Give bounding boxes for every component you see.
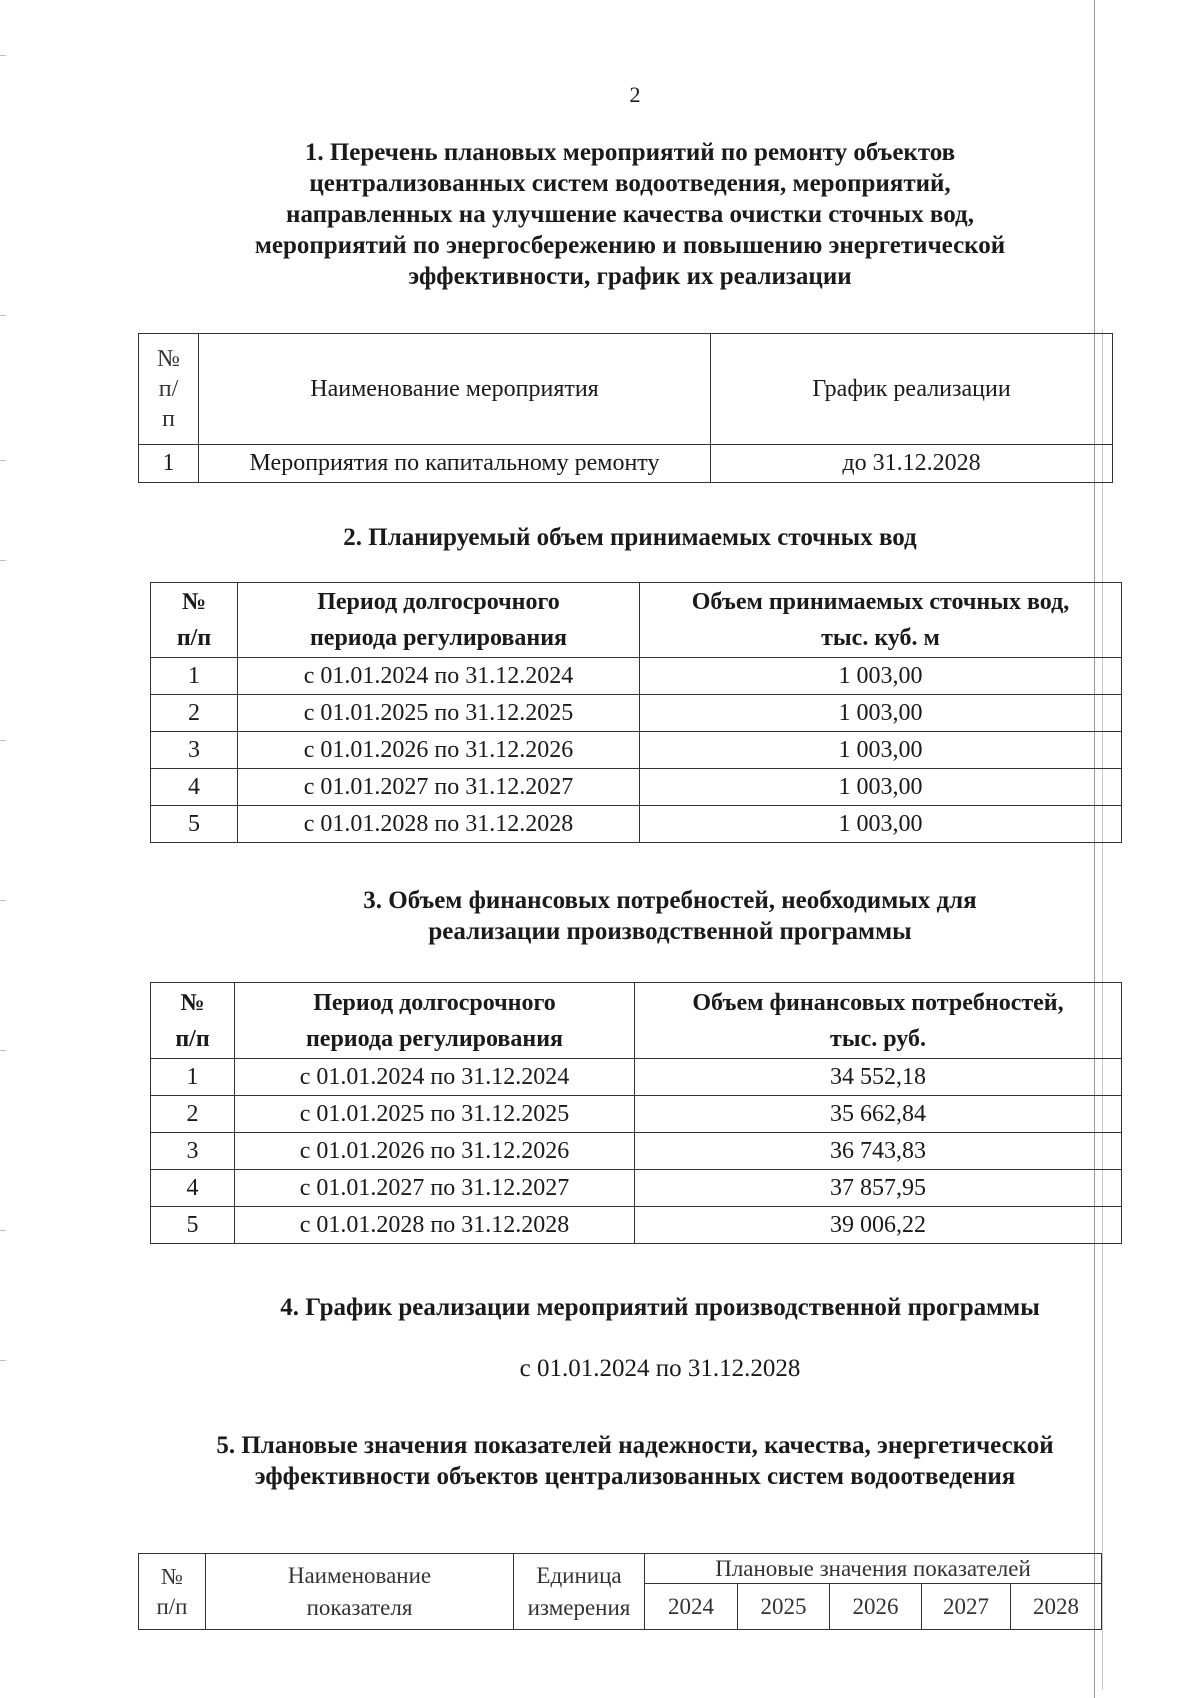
table-row	[151, 732, 1122, 769]
cell-schedule: до 31.12.2028	[711, 445, 1113, 483]
cell-period: с 01.01.2025 по 31.12.2025	[235, 1096, 635, 1133]
header-period	[235, 983, 635, 1059]
header-unit-line: измерения	[527, 1594, 631, 1620]
cell-period: с 01.01.2026 по 31.12.2026	[238, 732, 640, 769]
cell-num: 1	[151, 1059, 235, 1096]
header-num	[151, 583, 238, 658]
cell-volume: 1 003,00	[640, 658, 1122, 695]
cell-num: 3	[151, 1133, 235, 1170]
header-year: 2025	[738, 1584, 830, 1630]
header-period-line: периода регулирования	[305, 1025, 564, 1052]
header-schedule: График реализации	[711, 334, 1113, 445]
cell-volume: 1 003,00	[640, 732, 1122, 769]
cell-amount: 36 743,83	[635, 1133, 1122, 1170]
header-indicator-line: Наименование	[287, 1562, 432, 1588]
header-financial	[635, 983, 1122, 1059]
cell-num: 5	[151, 806, 238, 843]
table-header-row	[151, 583, 1122, 658]
header-financial-line: тыс. руб.	[830, 1025, 926, 1052]
section4-period: с 01.01.2024 по 31.12.2028	[519, 1355, 801, 1382]
header-year: 2028	[1011, 1584, 1102, 1630]
cell-num: 4	[151, 769, 238, 806]
table-measures	[138, 333, 1113, 483]
cell-amount: 39 006,22	[635, 1207, 1122, 1244]
cell-volume: 1 003,00	[640, 806, 1122, 843]
table-row	[139, 445, 1113, 483]
header-period-line: Период долгосрочного	[317, 589, 560, 615]
header-num-line: №	[161, 1563, 183, 1589]
header-period-line: периода регулирования	[309, 625, 568, 651]
cell-period: с 01.01.2024 по 31.12.2024	[238, 658, 640, 695]
table-row	[151, 1059, 1122, 1096]
section5-title	[150, 1430, 1120, 1492]
header-num-line: п/п	[175, 1025, 210, 1052]
table-indicators	[138, 1553, 1102, 1630]
header-period-line: Период долгосрочного	[313, 989, 556, 1016]
header-num-line: №	[157, 346, 180, 372]
cell-volume: 1 003,00	[640, 695, 1122, 732]
section1-title-line: мероприятий по энергосбережению и повышению энергетической	[254, 232, 1006, 259]
header-indicator-name	[206, 1554, 514, 1630]
table-row	[151, 1207, 1122, 1244]
header-unit-line: Единица	[536, 1562, 622, 1588]
cell-name: Мероприятия по капитальному ремонту	[199, 445, 711, 483]
header-num	[151, 983, 235, 1059]
cell-num: 4	[151, 1170, 235, 1207]
header-num	[139, 334, 199, 445]
table-header-row	[139, 1554, 1102, 1584]
cell-period: с 01.01.2027 по 31.12.2027	[238, 769, 640, 806]
header-num	[139, 1554, 206, 1630]
section5-title-line: 5. Плановые значения показателей надежности, качества, энергетической	[216, 1432, 1054, 1459]
table-row	[151, 1096, 1122, 1133]
header-year: 2027	[922, 1584, 1011, 1630]
page-number: 2	[629, 82, 641, 107]
cell-period: с 01.01.2025 по 31.12.2025	[238, 695, 640, 732]
header-financial-line: Объем финансовых потребностей,	[692, 989, 1064, 1016]
cell-num: 2	[151, 1096, 235, 1133]
table-row	[151, 1170, 1122, 1207]
cell-num: 2	[151, 695, 238, 732]
table-header-row	[139, 334, 1113, 445]
header-volume	[640, 583, 1122, 658]
cell-num: 3	[151, 732, 238, 769]
cell-volume: 1 003,00	[640, 769, 1122, 806]
header-num-line: №	[180, 989, 205, 1016]
section3-title	[220, 885, 1120, 947]
header-num-line: п	[162, 406, 175, 432]
cell-amount: 37 857,95	[635, 1170, 1122, 1207]
cell-period: с 01.01.2028 по 31.12.2028	[235, 1207, 635, 1244]
section3-title-line: 3. Объем финансовых потребностей, необходимых для	[363, 887, 977, 914]
cell-period: с 01.01.2026 по 31.12.2026	[235, 1133, 635, 1170]
header-indicator-line: показателя	[306, 1594, 413, 1620]
table-row	[151, 1133, 1122, 1170]
header-num-line: п/п	[176, 625, 212, 651]
section2-title: 2. Планируемый объем принимаемых сточных вод	[343, 524, 917, 551]
section1-title	[150, 137, 1110, 292]
cell-period: с 01.01.2028 по 31.12.2028	[238, 806, 640, 843]
header-period	[238, 583, 640, 658]
header-planned-values: Плановые значения показателей	[645, 1554, 1102, 1584]
section3-title-line: реализации производственной программы	[428, 918, 912, 945]
cell-num: 1	[139, 445, 199, 483]
cell-num: 1	[151, 658, 238, 695]
header-volume-line: Объем принимаемых сточных вод,	[691, 589, 1070, 615]
table-wastewater-volume	[150, 582, 1122, 843]
table-row	[151, 769, 1122, 806]
header-year: 2026	[830, 1584, 922, 1630]
cell-period: с 01.01.2024 по 31.12.2024	[235, 1059, 635, 1096]
header-year: 2024	[645, 1584, 738, 1630]
header-name: Наименование мероприятия	[199, 334, 711, 445]
section1-title-line: направленных на улучшение качества очистки сточных вод,	[286, 201, 974, 228]
table-row	[151, 695, 1122, 732]
table-financial-needs	[150, 982, 1122, 1244]
cell-num: 5	[151, 1207, 235, 1244]
section1-title-line: централизованных систем водоотведения, мероприятий,	[309, 170, 951, 197]
table-row	[151, 658, 1122, 695]
cell-amount: 34 552,18	[635, 1059, 1122, 1096]
header-volume-line: тыс. куб. м	[821, 625, 940, 651]
header-num-line: п/п	[156, 1593, 188, 1619]
header-num-line: п/	[158, 376, 179, 402]
section5-title-line: эффективности объектов централизованных систем водоотведения	[254, 1463, 1016, 1490]
table-row	[151, 806, 1122, 843]
cell-amount: 35 662,84	[635, 1096, 1122, 1133]
cell-period: с 01.01.2027 по 31.12.2027	[235, 1170, 635, 1207]
header-unit	[514, 1554, 645, 1630]
section1-title-line: эффективности, график их реализации	[408, 263, 852, 290]
header-num-line: №	[181, 589, 207, 615]
section4-title: 4. График реализации мероприятий производственной программы	[280, 1294, 1040, 1321]
section1-title-line: 1. Перечень плановых мероприятий по ремонту объектов	[304, 139, 956, 166]
table-header-row	[151, 983, 1122, 1059]
